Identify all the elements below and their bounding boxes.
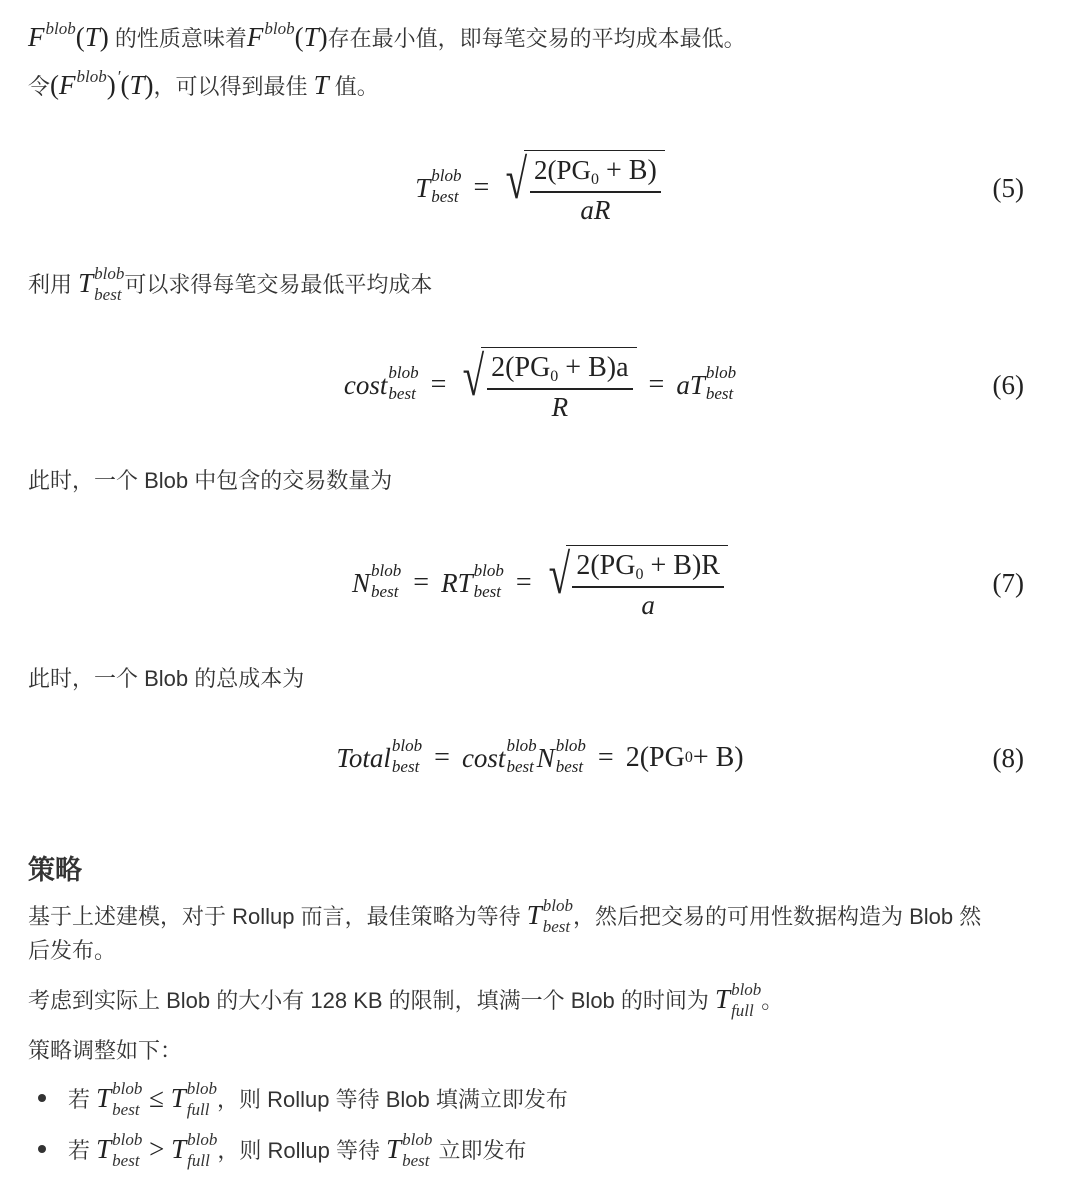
equation-number: (8) <box>992 742 1024 773</box>
equation-8: Total blob best = cost blob best N blob best = 2(PG 0 + B) (8) <box>336 736 1024 776</box>
equation-number: (6) <box>992 369 1024 400</box>
strategy-paragraph-line-1: 基于上述建模，对于 Rollup 而言，最佳策略为等待 T blob best ，然后把交易的可用性数据构造为 Blob 然 <box>28 896 982 937</box>
equation-7: N blob best = RT blob best = √ $\frac{2(PG_0 + B)R}{a}$ (7) <box>352 544 1024 620</box>
adjust-paragraph: 策略调整如下： <box>28 1038 183 1063</box>
bullet-item-2: 若 T blob best > T blob full ，则 Rollup 等待 T blob best 立即发布 <box>68 1130 527 1171</box>
bullet-dot <box>38 1145 46 1153</box>
intro-line-1: $F^{blob}(T)$ 的性质意味着$F^{blob}(T)$存在最小值，即每笔交易的平均成本最低。 <box>28 19 746 52</box>
equation-number: (5) <box>992 172 1024 203</box>
equation-number: (7) <box>992 567 1024 598</box>
intro-line-2: 令$(F^{blob})'(T)$，可以得到最佳 T 值。 <box>28 67 379 100</box>
paragraph-use-best: 利用 T blob best 可以求得每笔交易最低平均成本 <box>28 264 433 305</box>
equation-5: T blob best = √ $\frac{2(PG_0 + B)}{aR}$ (5) <box>415 149 1024 225</box>
bullet-dot <box>38 1094 46 1102</box>
paragraph-tx-count: 此时，一个 Blob 中包含的交易数量为 <box>28 468 393 493</box>
bullet-item-1: 若 T blob best ≤ T blob full ，则 Rollup 等待 Blob 填满立即发布 <box>68 1079 568 1120</box>
equation-6: cost blob best = √ $\frac{2(PG_0 + B)a}{R}$ = aT blob best (6) <box>343 346 1024 422</box>
limit-paragraph: 考虑到实际上 Blob 的大小有 128 KB 的限制，填满一个 Blob 的时间为 T blob full 。 <box>28 980 784 1021</box>
strategy-heading: 策略 <box>28 855 82 885</box>
strategy-paragraph-line-2: 后发布。 <box>28 938 117 963</box>
sqrt: √ $\frac{2(PG_0 + B)}{aR}$ <box>501 150 665 226</box>
math-F: F <box>28 22 45 52</box>
paragraph-total-cost: 此时，一个 Blob 的总成本为 <box>28 666 305 691</box>
